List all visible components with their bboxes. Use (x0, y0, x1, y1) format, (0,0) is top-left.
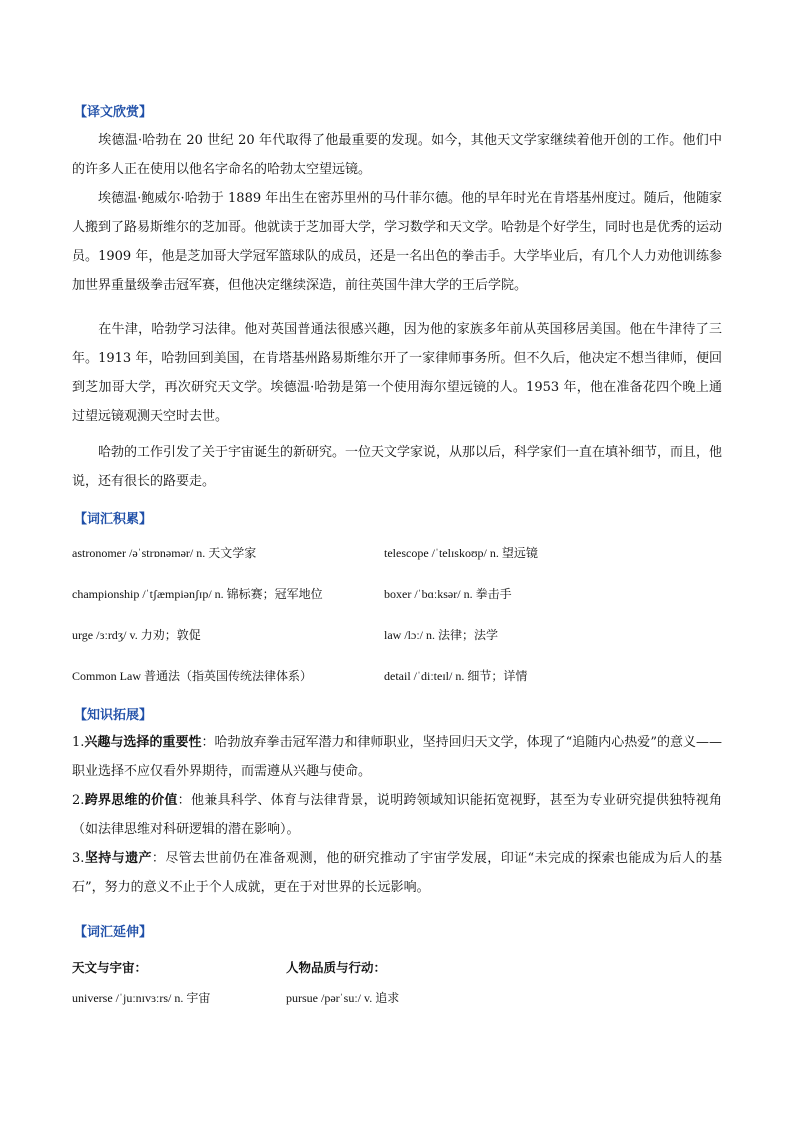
extension-category-character: 人物品质与行动： (286, 960, 387, 975)
vocab-item: telescope /ˈtelɪskoʊp/ n. 望远镜 (384, 546, 538, 560)
knowledge-item-1: 1.兴趣与选择的重要性：哈勃放弃拳击冠军潜力和律师职业，坚持回归天文学，体现了“追随内心热爱”的意义——职业选择不应仅看外界期待，而需遵从兴趣与使命。 (72, 735, 722, 779)
extension-item: pursue /pərˈsuː/ v. 追求 (286, 991, 400, 1005)
translation-paragraph-1: 埃德温·哈勃在 20 世纪 20 年代取得了他最重要的发现。如今，其他天文学家继续着他开创的工作。他们中的许多人正在使用以他名字命名的哈勃太空望远镜。 (72, 133, 722, 177)
knowledge-heading: 【知识拓展】 (74, 708, 153, 723)
extension-item: universe /ˈjuːnɪvɜːrs/ n. 宇宙 (72, 991, 211, 1005)
vocab-item: Common Law 普通法（指英国传统法律体系） (72, 669, 312, 683)
vocab-item: boxer /ˈbɑːksər/ n. 拳击手 (384, 587, 512, 601)
knowledge-item-2: 2.跨界思维的价值：他兼具科学、体育与法律背景，说明跨领域知识能拓宽视野，甚至为专业研究提供独特视角（如法律思维对科研逻辑的潜在影响）。 (72, 793, 722, 837)
extension-category-astronomy: 天文与宇宙： (72, 960, 148, 975)
translation-heading: 【译文欣赏】 (74, 105, 153, 120)
translation-paragraph-2: 埃德温·鲍威尔·哈勃于 1889 年出生在密苏里州的马什菲尔德。他的早年时光在肯塔基州度过。随后，他随家人搬到了路易斯维尔的芝加哥。他就读于芝加哥大学，学习数学和天文学。哈勃是个好学生，同时也是优秀的运动员。1909 年，他是芝加哥大学冠军篮球队的成员，还是一名出色的拳击手。大学毕业后，有几个人力劝他训练参加世界重量级拳击冠军赛，但他决定继续深造，前往英国牛津大学的王后学院。 (72, 191, 723, 293)
extension-heading: 【词汇延伸】 (74, 925, 153, 940)
vocab-heading: 【词汇积累】 (74, 512, 153, 527)
vocab-item: detail /ˈdiːteɪl/ n. 细节；详情 (384, 669, 528, 683)
vocab-item: urge /ɜːrdʒ/ v. 力劝；敦促 (72, 628, 201, 642)
translation-paragraph-3: 在牛津，哈勃学习法律。他对英国普通法很感兴趣，因为他的家族多年前从英国移居美国。他在牛津待了三年。1913 年，哈勃回到美国，在肯塔基州路易斯维尔开了一家律师事务所。但不久后，他决定不想当律师，便回到芝加哥大学，再次研究天文学。埃德温·哈勃是第一个使用海尔望远镜的人。1953 年，他在准备花四个晚上通过望远镜观测天空时去世。 (72, 322, 722, 424)
vocab-item: championship /ˈtʃæmpiənʃɪp/ n. 锦标赛；冠军地位 (72, 587, 323, 601)
knowledge-item-3: 3.坚持与遗产：尽管去世前仍在准备观测，他的研究推动了宇宙学发展，印证“未完成的探索也能成为后人的基石”，努力的意义不止于个人成就，更在于对世界的长远影响。 (72, 851, 722, 895)
translation-paragraph-4: 哈勃的工作引发了关于宇宙诞生的新研究。一位天文学家说，从那以后，科学家们一直在填补细节，而且，他说，还有很长的路要走。 (72, 445, 723, 489)
vocab-item: law /lɔː/ n. 法律；法学 (384, 628, 498, 642)
knowledge-list (72, 728, 722, 902)
vocab-item: astronomer /əˈstrɒnəmər/ n. 天文学家 (72, 546, 257, 560)
